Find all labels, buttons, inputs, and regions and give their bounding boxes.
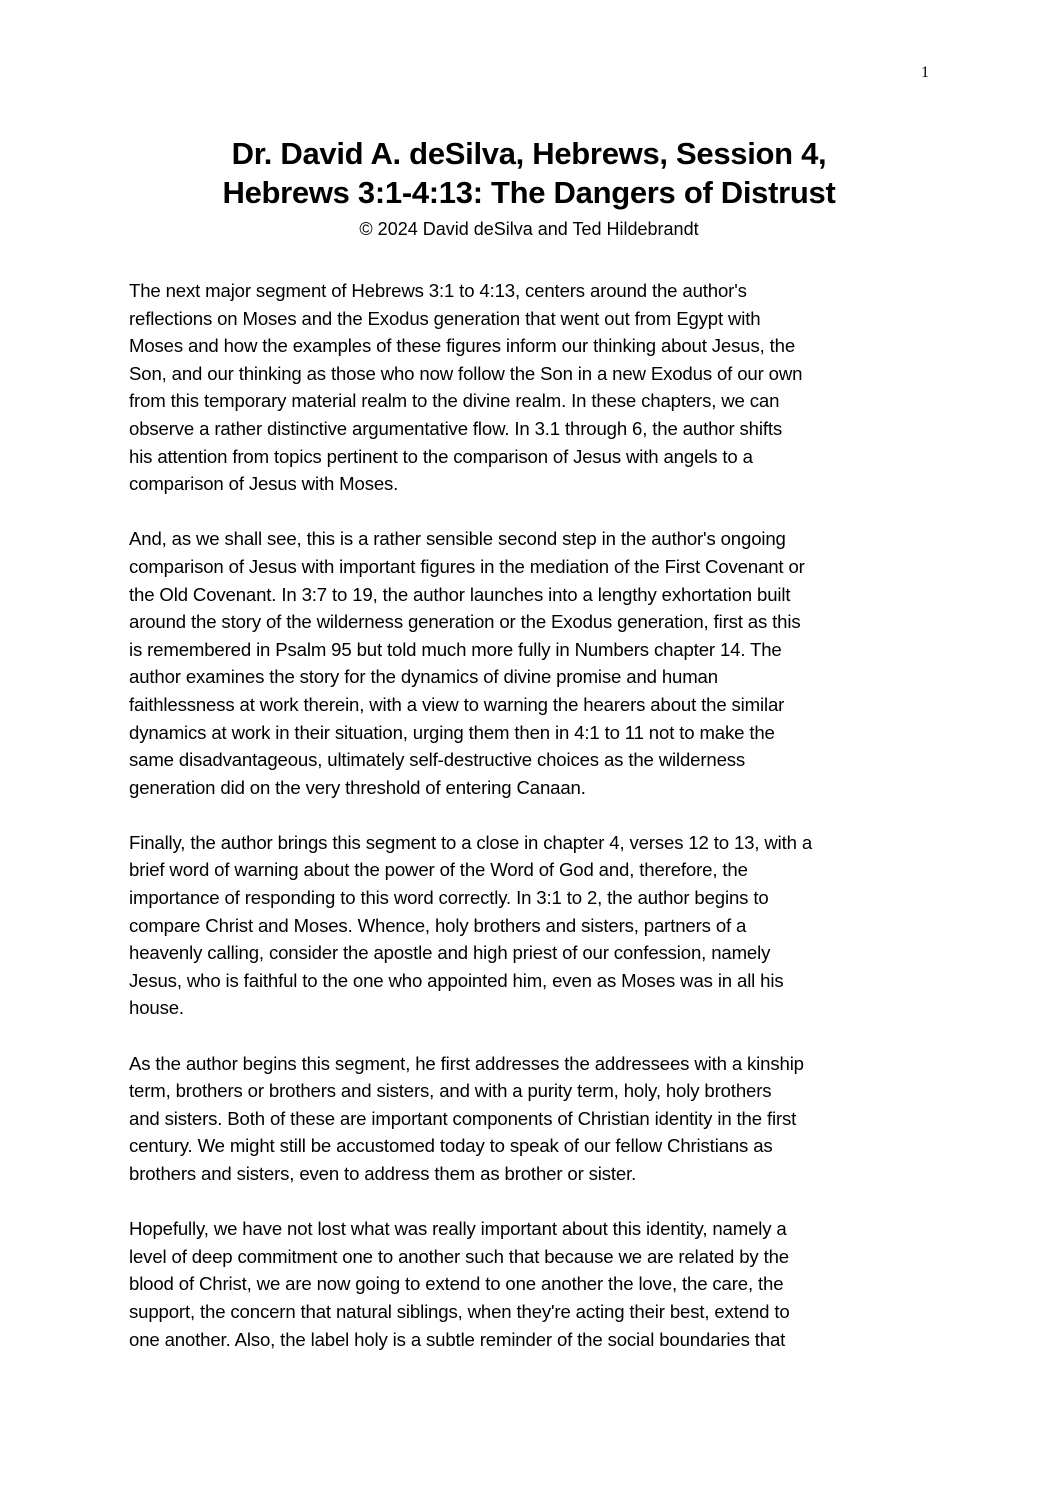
text-line: and sisters. Both of these are important components of Christian identity in the first [129, 1107, 797, 1129]
text-line: Moses and how the examples of these figures inform our thinking about Jesus, the [129, 335, 796, 357]
text-line: comparison of Jesus with important figures in the mediation of the First Covenant or [129, 555, 805, 577]
title-line-2: Hebrews 3:1-4:13: The Dangers of Distrust [222, 175, 836, 210]
paragraph [129, 1050, 812, 1188]
text-line: Hopefully, we have not lost what was really important about this identity, namely a [129, 1218, 787, 1240]
paragraph [129, 277, 812, 498]
copyright-notice: © 2024 David deSilva and Ted Hildebrandt [359, 219, 699, 239]
text-line: Finally, the author brings this segment to a close in chapter 4, verses 12 to 13, with a [129, 831, 813, 853]
text-line: term, brothers or brothers and sisters, and with a purity term, holy, holy brothers [129, 1080, 772, 1102]
text-line: is remembered in Psalm 95 but told much more fully in Numbers chapter 14. The [129, 638, 782, 660]
text-line: century. We might still be accustomed today to speak of our fellow Christians as [129, 1135, 773, 1157]
text-line: level of deep commitment one to another such that because we are related by the [129, 1245, 789, 1267]
paragraph [129, 1215, 812, 1353]
text-line: brief word of warning about the power of the Word of God and, therefore, the [129, 859, 748, 881]
paragraph [129, 829, 812, 1022]
text-line: The next major segment of Hebrews 3:1 to 4:13, centers around the author's [129, 280, 747, 301]
text-line: comparison of Jesus with Moses. [129, 473, 399, 495]
text-line: author examines the story for the dynamics of divine promise and human [129, 666, 718, 688]
text-line: generation did on the very threshold of entering Canaan. [129, 776, 586, 798]
text-line: importance of responding to this word correctly. In 3:1 to 2, the author begins to [129, 887, 769, 909]
text-line: brothers and sisters, even to address them as brother or sister. [129, 1163, 637, 1184]
page-number: 1 [921, 64, 929, 81]
text-line: As the author begins this segment, he first addresses the addressees with a kinship [129, 1052, 804, 1074]
paragraph [129, 525, 812, 801]
document-title [0, 134, 1058, 212]
text-line: from this temporary material realm to the divine realm. In these chapters, we can [129, 390, 780, 412]
text-line: house. [129, 997, 184, 1019]
text-line: heavenly calling, consider the apostle and high priest of our confession, namely [129, 942, 771, 964]
text-line: observe a rather distinctive argumentative flow. In 3.1 through 6, the author shifts [129, 417, 783, 439]
text-line: same disadvantageous, ultimately self-destructive choices as the wilderness [129, 749, 746, 771]
text-line: blood of Christ, we are now going to extend to one another the love, the care, the [129, 1273, 784, 1295]
text-line: faithlessness at work therein, with a view to warning the hearers about the similar [129, 693, 785, 715]
title-line-1: Dr. David A. deSilva, Hebrews, Session 4, [231, 136, 827, 171]
text-line: compare Christ and Moses. Whence, holy brothers and sisters, partners of a [129, 914, 747, 936]
document-body [129, 277, 812, 1381]
text-line: dynamics at work in their situation, urging them then in 4:1 to 11 not to make the [129, 721, 775, 743]
text-line: reflections on Moses and the Exodus generation that went out from Egypt with [129, 307, 761, 329]
text-line: support, the concern that natural siblings, when they're acting their best, extend to [129, 1300, 790, 1322]
text-line: around the story of the wilderness generation or the Exodus generation, first as this [129, 611, 801, 633]
text-line: his attention from topics pertinent to the comparison of Jesus with angels to a [129, 445, 753, 467]
text-line: Son, and our thinking as those who now follow the Son in a new Exodus of our own [129, 362, 803, 384]
text-line: Jesus, who is faithful to the one who appointed him, even as Moses was in all his [129, 969, 784, 991]
text-line: one another. Also, the label holy is a subtle reminder of the social boundaries that [129, 1328, 786, 1350]
text-line: And, as we shall see, this is a rather sensible second step in the author's ongoing [129, 528, 786, 550]
text-line: the Old Covenant. In 3:7 to 19, the author launches into a lengthy exhortation built [129, 583, 791, 605]
